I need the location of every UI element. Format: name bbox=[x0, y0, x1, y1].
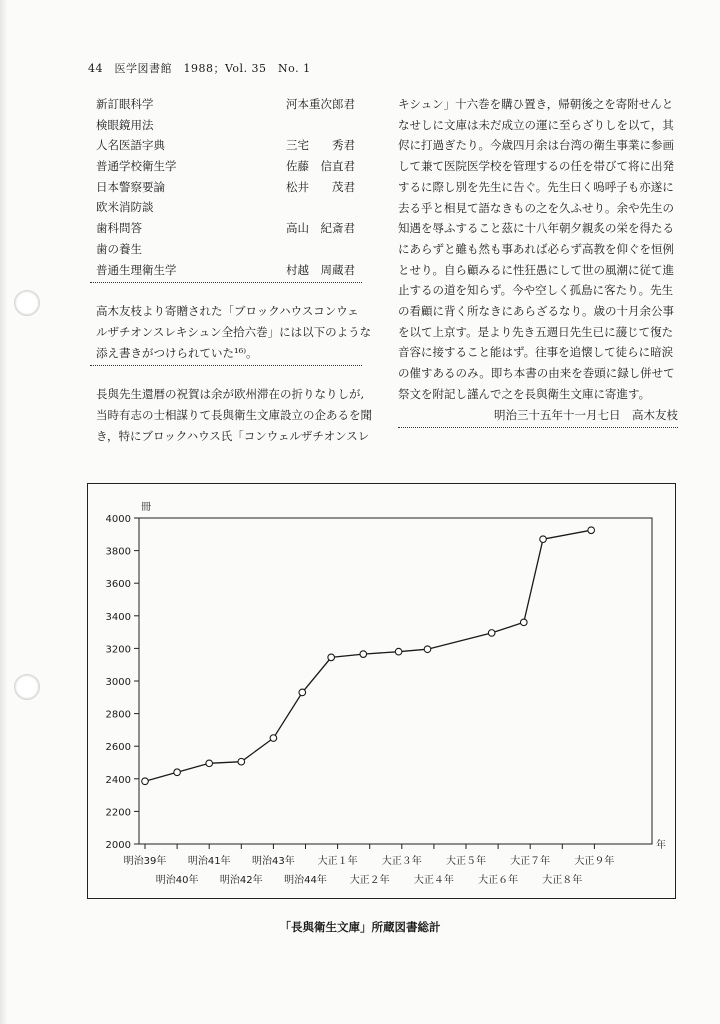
x-tick-label: 大正７年 bbox=[510, 856, 551, 867]
book-title: 歯の養生 bbox=[96, 241, 142, 256]
text-line: 去る乎と相見て語なきもの之を久ふせり。余や先生の bbox=[398, 200, 674, 215]
x-tick-label: 大正６年 bbox=[478, 875, 519, 886]
book-list-item bbox=[96, 218, 366, 239]
quote-paragraph-start bbox=[96, 384, 372, 446]
y-tick-label: 3000 bbox=[105, 677, 131, 688]
series-line bbox=[145, 530, 591, 781]
book-author: 高山 紀斎君 bbox=[286, 221, 355, 236]
punch-hole-top bbox=[14, 290, 40, 316]
x-tick-label: 大正４年 bbox=[413, 875, 454, 886]
plot-area bbox=[139, 518, 652, 844]
y-tick-label: 2400 bbox=[105, 774, 131, 786]
text-line: の看顧に背く所なきにあらざるなり。歳の十月余公事 bbox=[398, 304, 674, 319]
x-tick-label: 大正９年 bbox=[574, 856, 615, 867]
book-list-item bbox=[96, 156, 366, 177]
punch-hole-bottom bbox=[14, 674, 40, 700]
book-title: 欧米消防談 bbox=[96, 200, 154, 215]
dotted-divider bbox=[90, 365, 362, 366]
data-point bbox=[488, 630, 495, 637]
data-point bbox=[540, 536, 547, 543]
right-column bbox=[398, 94, 678, 432]
data-point bbox=[299, 689, 306, 696]
y-tick-label: 3200 bbox=[105, 644, 131, 656]
text-line: ルザチオンスレキシュン全拾六巻」には以下のような bbox=[96, 324, 372, 339]
book-list-item bbox=[96, 135, 366, 156]
book-author: 松井 茂君 bbox=[286, 179, 355, 194]
text-line: 侭に打過ぎたり。今歳四月余は台湾の衛生事業に参画 bbox=[398, 138, 674, 153]
y-tick-label: 3800 bbox=[105, 546, 131, 558]
book-title: 歯科問答 bbox=[96, 221, 142, 236]
x-tick-label: 大正８年 bbox=[542, 875, 583, 886]
text-line: なせしに文庫は未だ成立の運に至らざりしを以て，其 bbox=[398, 117, 674, 132]
holdings-line-chart bbox=[87, 483, 676, 899]
book-list-item bbox=[96, 197, 366, 218]
text-line: 添え書きがつけられていた¹⁶⁾。 bbox=[96, 345, 258, 360]
text-line: 音容に接すること能はず。往事を追懐して徒らに暗涙 bbox=[398, 345, 674, 360]
book-author: 佐藤 信直君 bbox=[286, 159, 355, 174]
y-tick-label: 2600 bbox=[105, 742, 131, 754]
book-list-item bbox=[96, 260, 366, 281]
x-tick-label: 明治41年 bbox=[187, 856, 231, 867]
running-header: 44 医学図書館 1988；Vol. 35 No. 1 bbox=[88, 62, 311, 75]
data-point bbox=[206, 760, 213, 767]
text-line: の催すあるのみ。即ち本書の由来を巻頭に録し併せて bbox=[398, 366, 675, 381]
book-list-item bbox=[96, 94, 366, 115]
x-tick-label: 大正３年 bbox=[381, 856, 422, 867]
text-line: にあらずと雖も然も事あれば必らず高教を仰ぐを恒例 bbox=[398, 241, 674, 256]
book-author: 村越 周蔵君 bbox=[286, 262, 355, 277]
dotted-divider bbox=[398, 427, 678, 428]
text-line: するに際し別を先生に告ぐ。先生曰く嗚呼子も亦遂に bbox=[398, 179, 674, 194]
x-tick-label: 明治43年 bbox=[252, 856, 295, 867]
data-point bbox=[588, 527, 595, 534]
book-list-item bbox=[96, 239, 366, 260]
book-title: 普通学校衛生学 bbox=[96, 159, 177, 174]
text-line: き，特にブロックハウス氏「コンウェルザチオンスレ bbox=[96, 428, 370, 443]
intro-paragraph bbox=[96, 301, 372, 363]
text-line: して兼て医院医学校を管理するの任を帯びて将に出発 bbox=[398, 159, 674, 174]
data-point bbox=[238, 758, 245, 765]
book-author: 三宅 秀君 bbox=[286, 138, 355, 153]
text-line: とせり。自ら顧みるに性狂愚にして世の風潮に従て進 bbox=[398, 262, 674, 277]
y-axis-label: 冊 bbox=[141, 502, 151, 513]
x-tick-label: 明治40年 bbox=[155, 875, 199, 886]
data-point bbox=[424, 646, 431, 653]
x-axis-label: 年 bbox=[656, 840, 666, 851]
book-title: 新訂眼科学 bbox=[96, 97, 154, 111]
book-list bbox=[96, 94, 366, 280]
y-tick-label: 4000 bbox=[105, 514, 131, 525]
book-list-item bbox=[96, 115, 366, 136]
book-title: 人名医語字典 bbox=[96, 138, 165, 153]
page-edge bbox=[0, 0, 8, 1024]
book-title: 検眼鏡用法 bbox=[96, 117, 154, 132]
x-tick-label: 明治44年 bbox=[284, 875, 327, 886]
y-tick-label: 2000 bbox=[105, 840, 131, 851]
y-tick-label: 2200 bbox=[105, 807, 131, 819]
y-tick-label: 3600 bbox=[105, 579, 131, 591]
book-list-item bbox=[96, 177, 366, 198]
text-line: 高木友枝より寄贈された「ブロックハウスコンウェ bbox=[96, 304, 359, 319]
y-tick-label: 3400 bbox=[105, 611, 131, 623]
data-point bbox=[174, 769, 181, 776]
quote-paragraph-continued bbox=[398, 94, 678, 405]
x-tick-label: 大正２年 bbox=[349, 875, 390, 886]
data-point bbox=[520, 619, 527, 626]
text-line: 当時有志の士相謀りて長與衛生文庫設立の企あるを聞 bbox=[96, 408, 372, 422]
x-tick-label: 大正５年 bbox=[446, 856, 486, 867]
text-line: 祭文を附記し謹んで之を長與衛生文庫に寄進す。 bbox=[398, 386, 651, 401]
text-line: 長與先生還暦の祝賀は余が欧州滞在の折りなりしが, bbox=[96, 387, 365, 402]
x-tick-label: 明治42年 bbox=[219, 875, 263, 886]
signature-line: 明治三十五年十一月七日 高木友枝 bbox=[494, 407, 678, 422]
book-title: 日本警察要論 bbox=[96, 179, 165, 194]
data-point bbox=[360, 651, 367, 658]
data-point bbox=[395, 648, 402, 655]
data-point bbox=[328, 654, 335, 661]
x-tick-label: 大正１年 bbox=[317, 856, 358, 867]
chart-caption: 「長與衛生文庫」所蔵図書総計 bbox=[279, 920, 441, 934]
text-line: 知遇を辱ふすること茲に十八年朝夕親炙の栄を得たる bbox=[398, 221, 674, 236]
x-tick-label: 明治39年 bbox=[123, 856, 167, 867]
data-point bbox=[270, 735, 277, 742]
text-line: 止するの道を知らず。今や空しく孤島に客たり。先生 bbox=[398, 283, 674, 298]
dotted-divider bbox=[90, 282, 362, 283]
book-title: 普通生理衛生学 bbox=[96, 262, 177, 277]
y-tick-label: 2800 bbox=[105, 709, 131, 721]
data-point bbox=[142, 778, 149, 785]
text-line: キシュン」十六巻を購ひ置き，帰朝後之を寄附せんと bbox=[398, 97, 674, 111]
text-line: を以て上京す。是より先き五週日先生已に蘐じて復た bbox=[398, 324, 674, 339]
left-column bbox=[96, 94, 372, 446]
book-author: 河本重次郎君 bbox=[286, 97, 355, 111]
